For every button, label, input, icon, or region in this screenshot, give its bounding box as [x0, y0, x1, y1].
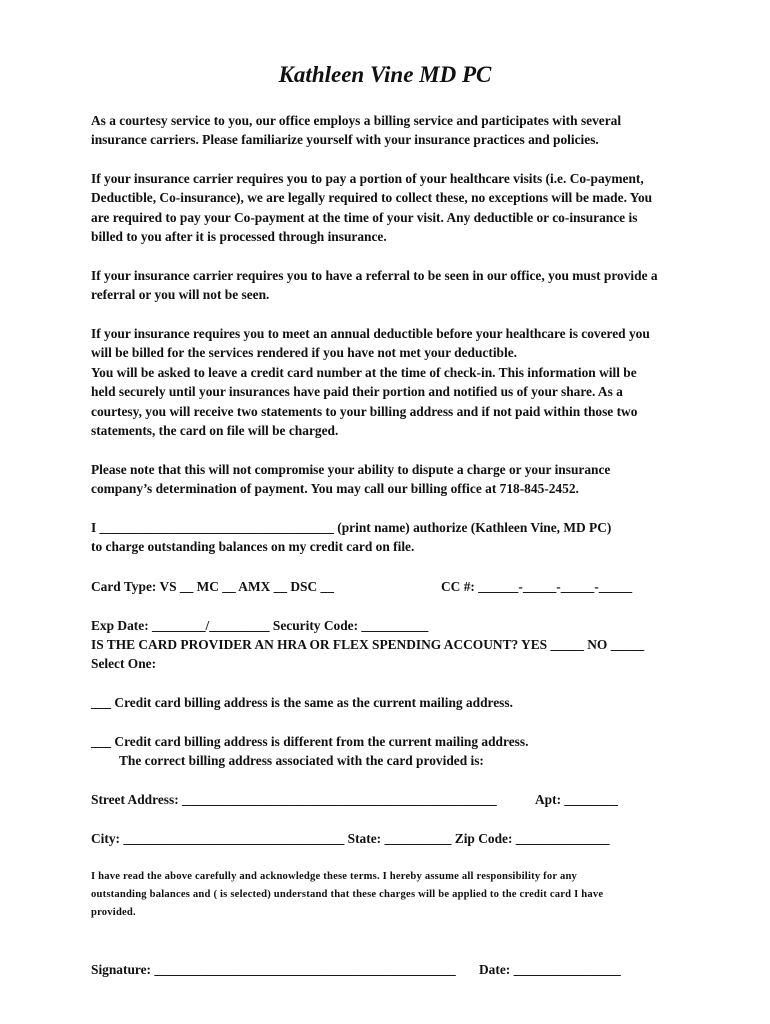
text-line: outstanding balances and ( is selected) understand that these charges will be applied to the credit card I have: [91, 889, 604, 900]
text-line: statements, the card on file will be charged.: [91, 423, 339, 439]
text-line: If your insurance requires you to meet an annual deductible before your healthcare is covered you: [91, 326, 650, 341]
text-line: held securely until your insurances have paid their portion and notified us of your share. As a: [91, 384, 623, 400]
date-field[interactable]: Date: ________________: [479, 962, 621, 977]
city-state-zip-field[interactable]: City: _________________________________ State: __________ Zip Code: ______________: [91, 831, 610, 846]
deductible-paragraph: [91, 324, 691, 440]
option-different-address[interactable]: ___ Credit card billing address is different from the current mailing address.: [91, 734, 529, 749]
text-line: to charge outstanding balances on my credit card on file.: [91, 539, 415, 555]
text-line: If your insurance carrier requires you to pay a portion of your healthcare visits (i.e. Co-payment,: [91, 171, 644, 186]
dispute-paragraph: [91, 460, 691, 499]
referral-paragraph: [91, 266, 691, 305]
text-line: As a courtesy service to you, our office employs a billing service and participates with several: [91, 113, 622, 128]
exp-security-field[interactable]: Exp Date: ________/_________ Security Code: __________: [91, 618, 429, 633]
page-title: Kathleen Vine MD PC: [278, 62, 492, 87]
text-line: provided.: [91, 907, 136, 918]
text-line: You will be asked to leave a credit card number at the time of check-in. This information will be: [91, 364, 637, 380]
card-type-field[interactable]: Card Type: VS __ MC __ AMX __ DSC __: [91, 579, 334, 594]
option-same-address[interactable]: ___ Credit card billing address is the same as the current mailing address.: [91, 695, 513, 710]
hra-question[interactable]: IS THE CARD PROVIDER AN HRA OR FLEX SPENDING ACCOUNT? YES _____ NO _____: [91, 637, 645, 652]
text-line: Please note that this will not compromise your ability to dispute a charge or your insurance: [91, 462, 611, 477]
correct-address-label: The correct billing address associated with the card provided is:: [119, 753, 484, 768]
cc-number-field[interactable]: CC #: ______-_____-_____-_____: [441, 579, 633, 594]
text-line: If your insurance carrier requires you to have a referral to be seen in our office, you must provide a: [91, 268, 658, 283]
text-line: Deductible, Co-insurance), we are legally required to collect these, no exceptions will be made. You: [91, 190, 653, 206]
signature-field[interactable]: Signature: _____________________________________________: [91, 962, 456, 977]
authorization-field[interactable]: [91, 518, 691, 557]
text-line: billed to you after it is processed through insurance.: [91, 229, 387, 245]
street-address-field[interactable]: Street Address: _______________________________________________: [91, 792, 497, 807]
text-line: referral or you will not be seen.: [91, 287, 270, 303]
text-line: courtesy, you will receive two statements to your billing address and if not paid within those two: [91, 403, 638, 419]
acknowledgement-paragraph: [91, 868, 691, 922]
text-line: company’s determination of payment. You may call our billing office at 718-845-2452.: [91, 481, 579, 497]
select-one-label: Select One:: [91, 656, 157, 671]
print-name-line[interactable]: I ___________________________________ (print name) authorize (Kathleen Vine, MD PC): [91, 520, 612, 535]
intro-paragraph: [91, 111, 691, 150]
text-line: I have read the above carefully and acknowledge these terms. I hereby assume all responsibility for any: [91, 871, 578, 882]
apt-field[interactable]: Apt: ________: [535, 792, 618, 807]
text-line: insurance carriers. Please familiarize yourself with your insurance practices and policies.: [91, 132, 599, 148]
copayment-paragraph: [91, 169, 691, 247]
text-line: are required to pay your Co-payment at the time of your visit. Any deductible or co-insurance is: [91, 209, 638, 225]
text-line: will be billed for the services rendered if you have not met your deductible.: [91, 345, 517, 361]
